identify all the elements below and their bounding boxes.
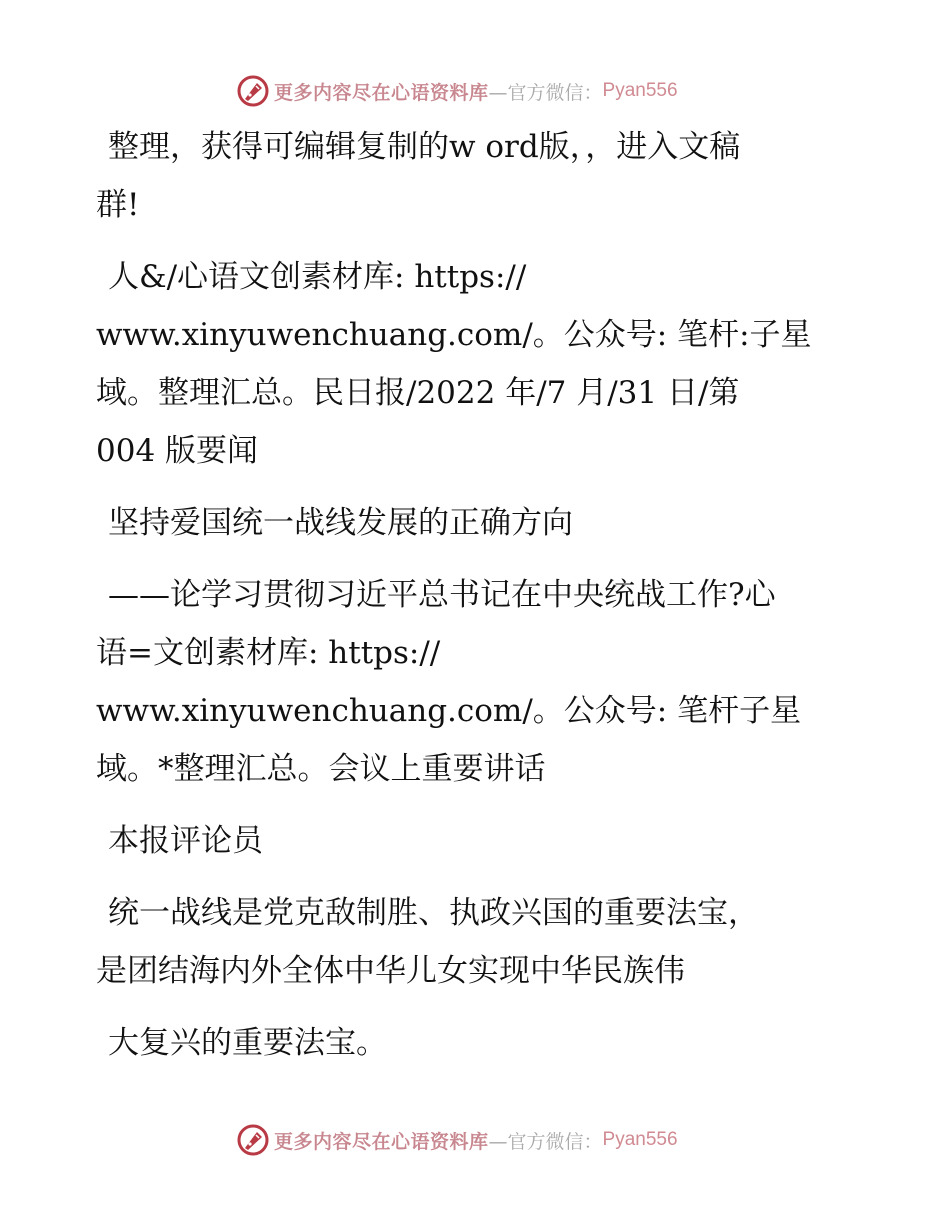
text-line: 大复兴的重要法宝。 (108, 1025, 387, 1061)
text-line: 域。*整理汇总。会议上重要讲话 (96, 751, 546, 787)
text-line: ——论学习贯彻习近平总书记在中央统战工作?心 (108, 577, 776, 613)
text-line: www.xinyuwenchuang.com/。公众号: 笔杆:子星 (96, 317, 812, 353)
text-line: 整理，获得可编辑复制的w ord版，，进入文稿 (108, 129, 741, 165)
banner-dash-text: —官方微信： (488, 81, 603, 104)
text-line: 域。整理汇总。民日报/2022 年/7 月/31 日/第 (96, 375, 740, 411)
text-line: 是团结海内外全体中华儿女实现中华民族伟 (96, 953, 685, 989)
banner-dash-text: —官方微信： (488, 1130, 603, 1153)
paragraph (96, 884, 856, 1000)
pen-nib-logo-icon (236, 74, 270, 108)
pen-nib-logo-icon (236, 1123, 270, 1157)
text-line: 本报评论员 (108, 823, 263, 859)
article-title (96, 494, 856, 552)
text-line: 坚持爱国统一战线发展的正确方向 (108, 505, 573, 541)
paragraph (96, 1014, 856, 1072)
article-subtitle (96, 566, 856, 798)
text-line: www.xinyuwenchuang.com/。公众号: 笔杆子星 (96, 693, 802, 729)
text-line: 语=文创素材库: https:// (96, 635, 441, 671)
text-line: 人&/心语文创素材库: https:// (108, 259, 527, 295)
banner-brand-text: 更多内容尽在心语资料库 (274, 1130, 489, 1153)
banner-wechat-handle: Pyan556 (602, 1129, 678, 1150)
header-banner (236, 71, 678, 111)
byline (96, 812, 856, 870)
paragraph (96, 118, 856, 234)
text-line: 统一战线是党克敌制胜、执政兴国的重要法宝， (108, 895, 759, 931)
text-line: 群! (96, 187, 140, 223)
banner-wechat-handle: Pyan556 (602, 80, 678, 101)
paragraph (96, 248, 856, 480)
document-body (96, 118, 856, 1086)
text-line: 004 版要闻 (96, 433, 259, 469)
banner-brand-text: 更多内容尽在心语资料库 (274, 81, 489, 104)
footer-banner (236, 1120, 678, 1160)
